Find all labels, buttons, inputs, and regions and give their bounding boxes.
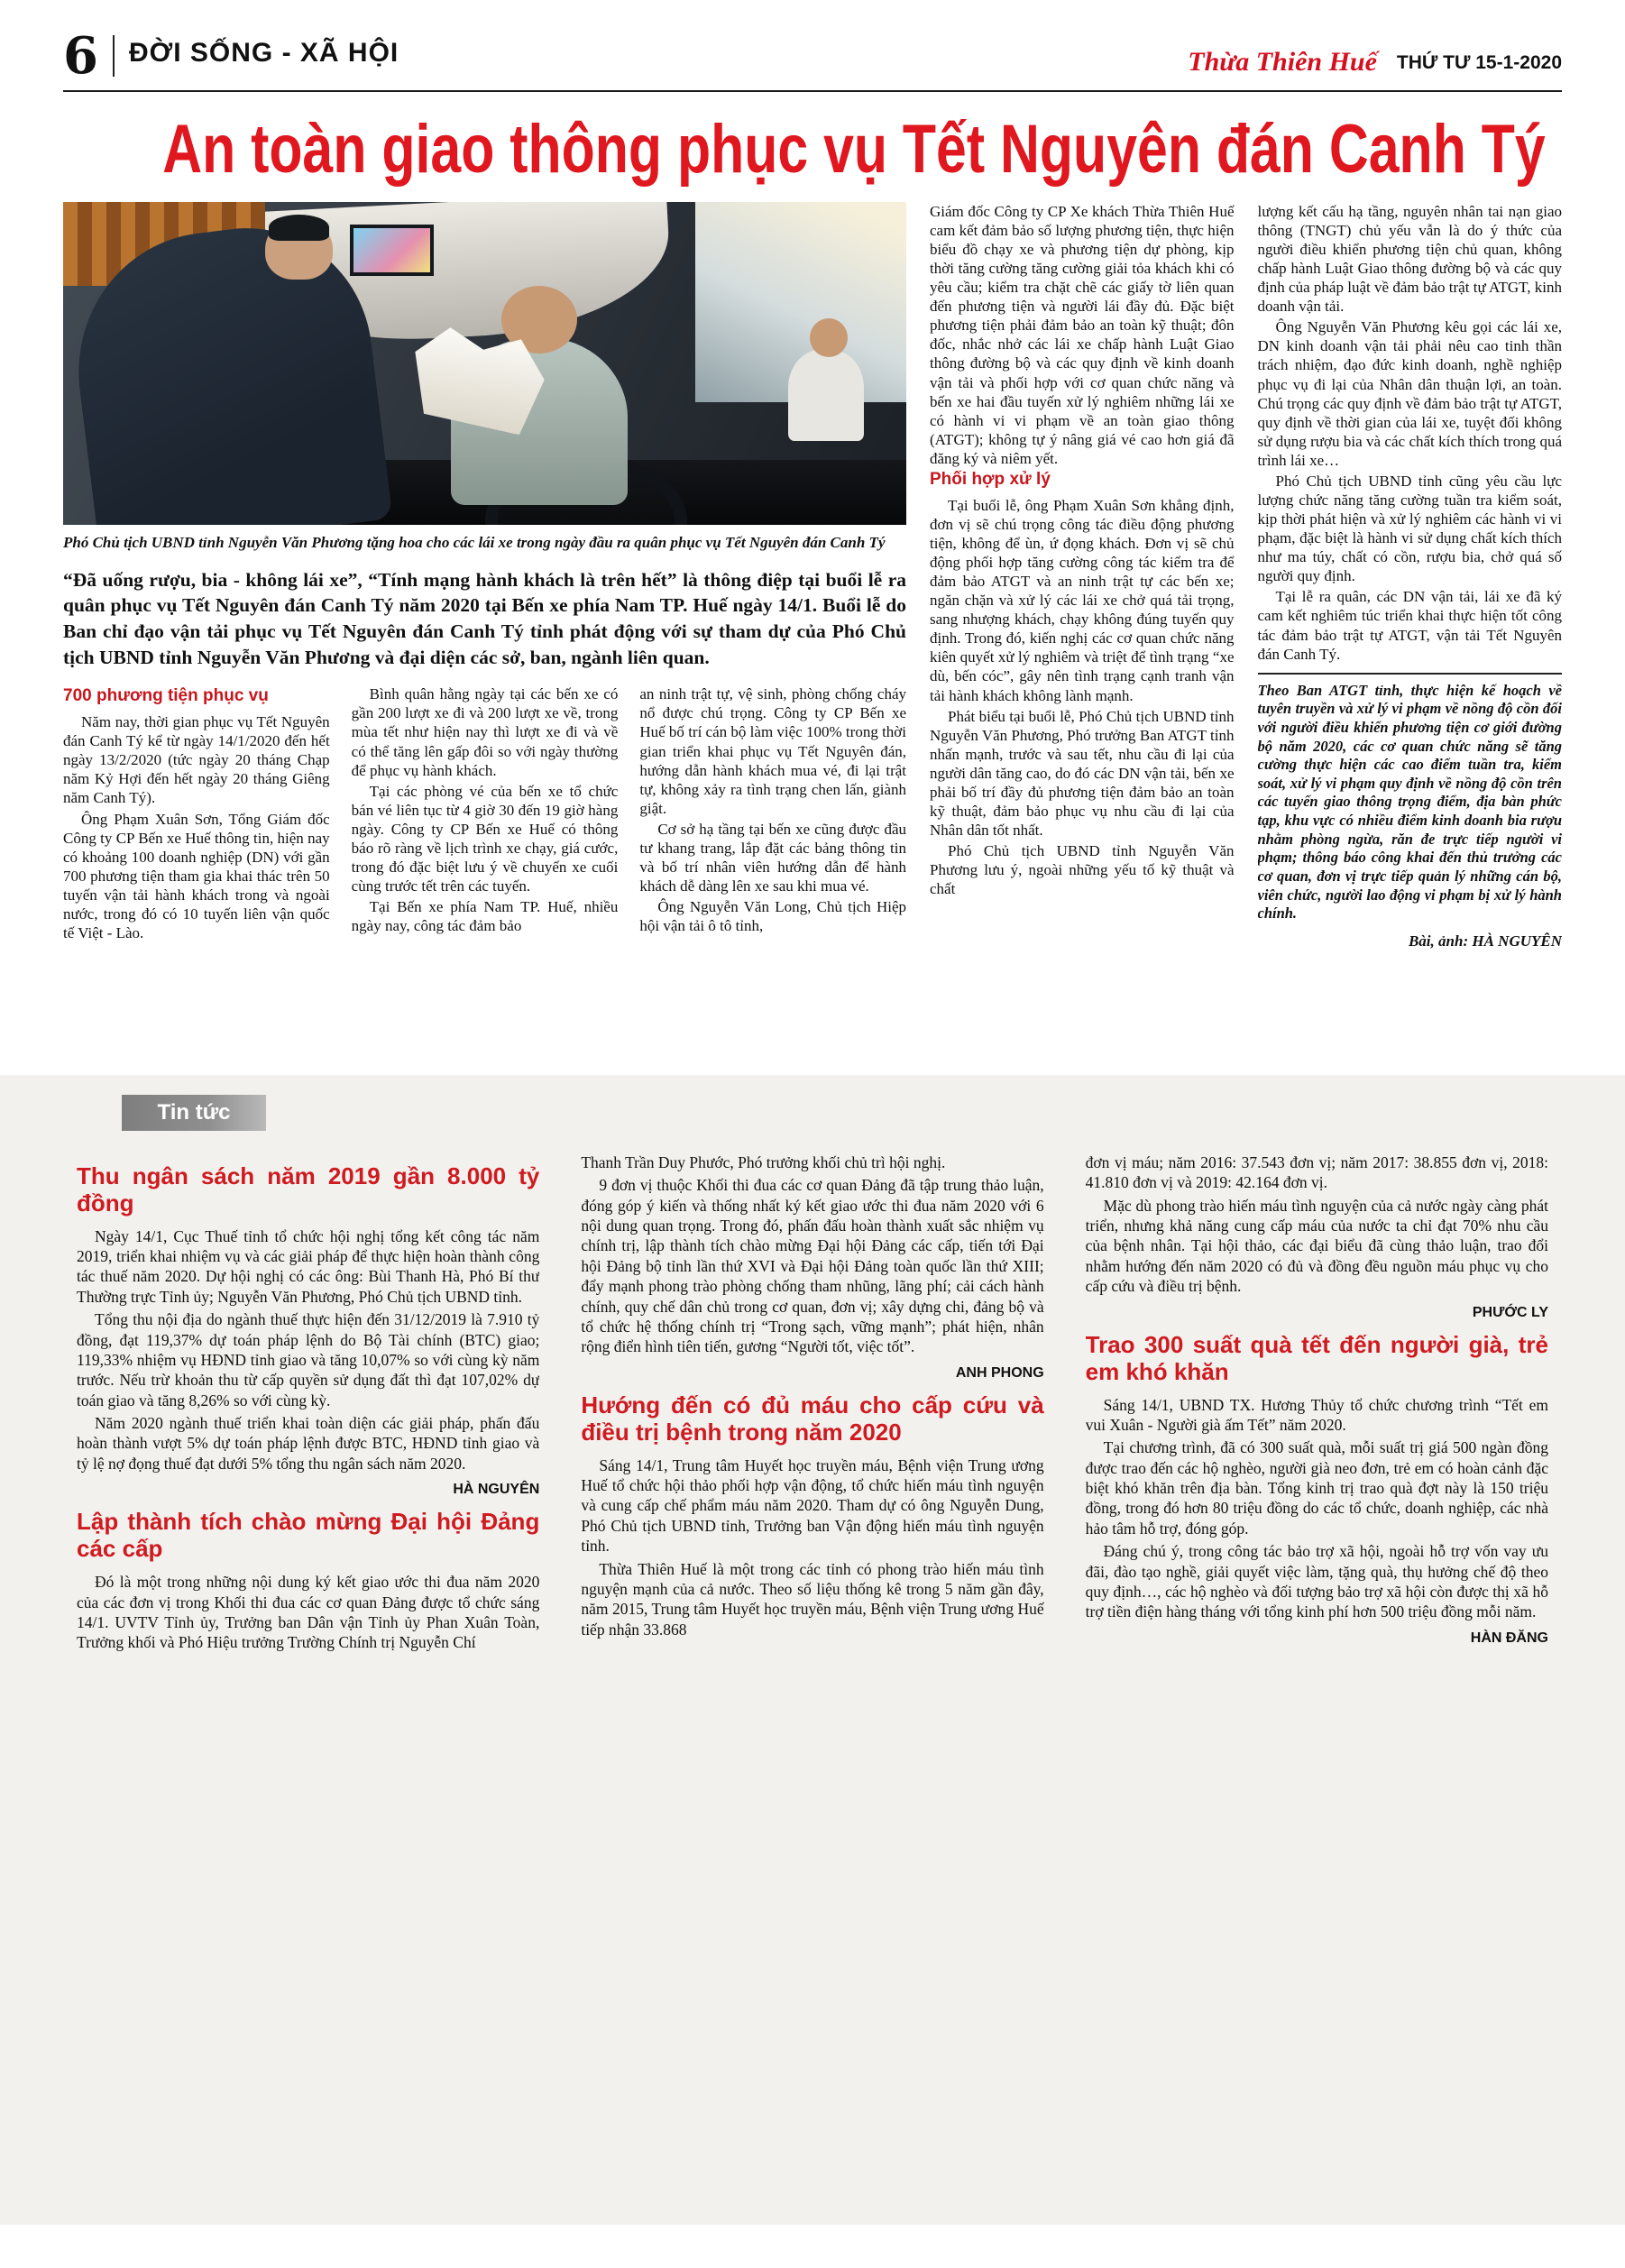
paragraph: Giám đốc Công ty CP Xe khách Thừa Thiên Huế cam kết đảm bảo số lượng phương tiện, thực hiện biểu đồ chạy xe và phương tiện dự phòng, kịp thời tăng cường tăng cường giải tỏa khách khi có yêu cầu; kiểm tra chặt chẽ các giấy tờ liên quan đến phương tiện và người lái đầy đủ. Đặc biệt phương tiện phải đảm bảo an toàn kỹ thuật; đôn đốc, nhắc nhở các lái xe chấp hành Luật Giao thông đường bộ và các quy định về kinh doanh vận tải và phối hợp với cơ quan chức năng và bến xe hai đầu tuyến xử lý nghiêm những lái xe có hành vi vi phạm về an toàn giao thông (ATGT); không tự ý nâng giá vé cao hơn giá đã đăng ký và niêm yết. (930, 202, 1235, 467)
paragraph: đơn vị máu; năm 2016: 37.543 đơn vị; năm 2017: 38.855 đơn vị, 2018: 41.810 đơn vị và 2019: 42.164 đơn vị. (1085, 1152, 1548, 1192)
paragraph: Tại Bến xe phía Nam TP. Huế, nhiều ngày nay, công tác đảm bảo (351, 898, 619, 935)
news-title-tet-gifts: Trao 300 suất quà tết đến người già, trẻ em khó khăn (1085, 1330, 1548, 1385)
paragraph: Tại buổi lễ, ông Phạm Xuân Sơn khẳng định, đơn vị sẽ chú trọng công tác điều động phương tiện, không để ùn, ứ đọng khách. Đơn vị sẽ chủ động phối hợp tăng cường công tác kiểm tra để đảm bảo ATGT và an ninh trật tự các bến xe; ngăn chặn và xử lý các lái xe chở quá tải trọng, sang nhượng khách, chạy không đúng tuyến quy định. Trong đó, kiến nghị các cơ quan chức năng kiên quyết xử lý nghiêm và triệt để tình trạng “xe dù, bến cóc”, gây nên tình trạng cạnh tranh vận tải hành khách không lành mạnh. (930, 496, 1235, 704)
article-lower-columns (63, 684, 906, 944)
column-1-text (63, 712, 330, 942)
paragraph: Mặc dù phong trào hiến máu tình nguyện của cả nước ngày càng phát triển, nhưng khả năng cung cấp máu của nước ta chỉ đạt 70% nhu cầu của bệnh nhân. Tại hội thảo, các đại biểu đã cùng thảo luận, trao đổi nhằm hướng đến năm 2020 có đủ và đồng đều nguồn máu phục vụ cho cấp cứu và điều trị bệnh. (1085, 1196, 1548, 1296)
article-subhead-2: Phối hợp xử lý (930, 469, 1051, 489)
news-tet-gifts-text (1086, 1395, 1548, 1622)
column-4-top-text (930, 202, 1235, 468)
paragraph: Tại các phòng vé của bến xe tổ chức bán vé liên tục từ 4 giờ 30 đến 19 giờ hàng ngày. Công ty CP Bến xe Huế có thông báo rõ ràng về lịch trình xe chạy, giá cước, trong đó đặc biệt lưu ý về chuyến xe cuối cùng trước tết trên các tuyến. (351, 782, 619, 895)
news-party-congress-text (77, 1572, 539, 1653)
column-4-bottom-text (930, 496, 1235, 899)
header-left (63, 26, 399, 86)
news-column-c (1086, 1152, 1548, 1656)
paragraph: Ông Nguyễn Văn Phương kêu gọi các lái xe, DN kinh doanh vận tải phải nêu cao tinh thần trách nhiệm, đạo đức kinh doanh, nghề nghiệp phục vụ đi lại của Nhân dân thuận lợi, an toàn. Chú trọng các quy định về đảm bảo trật tự ATGT, quy định về thời gian của lái xe, tuyệt đối không sử dụng rượu bia và các chất kích thích trong quá trình lái xe… (1257, 318, 1562, 469)
news-byline-phuoc-ly: PHƯỚC LY (1472, 1304, 1548, 1320)
paragraph: Cơ sở hạ tầng tại bến xe cũng được đầu tư khang trang, lắp đặt các bảng thông tin và bố trí nhân viên hướng dẫn để hành khách dễ dàng lên xe sau khi mua vé. (639, 820, 907, 895)
paragraph: Sáng 14/1, UBND TX. Hương Thủy tổ chức chương trình “Tết em vui Xuân - Người già ấm Tết” năm 2020. (1085, 1395, 1548, 1434)
section-title: ĐỜI SỐNG - XÃ HỘI (128, 38, 399, 68)
paragraph: Sáng 14/1, Trung tâm Huyết học truyền máu, Bệnh viện Trung ương Huế tổ chức hội thảo phối hợp vận động, tổ chức hiến máu tình nguyện và cung cấp chế phẩm máu năm 2020. Tham dự có ông Nguyễn Dung, Phó Chủ tịch UBND tỉnh, Trưởng ban Vận động hiến máu tình nguyện tỉnh. (581, 1455, 1044, 1556)
news-blood-donation-continued (1086, 1152, 1548, 1297)
paragraph: an ninh trật tự, vệ sinh, phòng chống cháy nổ được chú trọng. Công ty CP Bến xe Huế bố trí cán bộ làm việc 100% trong thời gian triển khai phục vụ Tết Nguyên đán, hướng dẫn hành khách mua vé, đi lại trật tự, không xảy ra tình trạng chen lấn, giành giật. (639, 685, 907, 817)
paragraph: Tổng thu nội địa do ngành thuế thực hiện đến 31/12/2019 là 7.910 tỷ đồng, đạt 119,37% dự toán pháp lệnh do Bộ Tài chính (BTC) giao; 119,33% nhiệm vụ HĐND tỉnh giao và tăng 10,07% so với cùng kỳ năm trước. Nếu trừ khoản thu từ cấp quyền sử dụng đất thì đạt 107,02% dự toán giao và tăng 8,26% so với cùng kỳ. (77, 1310, 540, 1409)
paragraph: Đó là một trong những nội dung ký kết giao ước thi đua năm 2020 của các đơn vị trong Khối thi đua các cơ quan Đảng được tổ chức sáng 14/1. UVTV Tỉnh ủy, Trưởng ban Dân vận Tỉnh ủy Phan Xuân Toàn, Trưởng khối và Phó Hiệu trưởng Trường Chính trị Nguyễn Chí (77, 1573, 540, 1652)
paragraph: Phó Chủ tịch UBND tỉnh Nguyễn Văn Phương lưu ý, ngoài những yếu tố kỹ thuật và chất (930, 842, 1235, 898)
news-blood-donation-text (581, 1455, 1043, 1640)
paragraph: Tại chương trình, đã có 300 suất quà, mỗi suất trị giá 500 ngàn đồng được trao đến các hộ nghèo, người già neo đơn, trẻ em có hoàn cảnh đặc biệt khó khăn trên địa bàn. Tổng kinh trị trao quà đợt này là 150 triệu đồng, trong đó hơn 80 triệu đồng do các tổ chức, doanh nghiệp, các nhà hảo tâm hỗ trợ, đóng góp. (1085, 1438, 1548, 1538)
news-section-label: Tin tức (122, 1095, 266, 1131)
photo-attendant-figure (788, 350, 864, 440)
column-2-text (352, 684, 619, 935)
article-left-zone (63, 202, 906, 1061)
article-note-box: Theo Ban ATGT tỉnh, thực hiện kế hoạch về tuyên truyền và xử lý vi phạm về nồng độ cồn đối với người điều khiển phương tiện cơ giới đường bộ năm 2020, các cơ quan chức năng sẽ tăng cường thực hiện các cao điểm tuần tra, kiểm soát, xử lý vi phạm quy định về nồng độ cồn trên các tuyến giao thông trọng điểm, địa bàn phức tạp, khu vực có nhiều điểm kinh doanh bia rượu nhằm phòng ngừa, răn đe trực tiếp người vi phạm; thông báo công khai đến thủ trưởng các cơ quan, đơn vị trực tiếp quản lý những cán bộ, viên chức, người lao động vi phạm bị xử lý hành chính. (1258, 673, 1563, 923)
paragraph: 9 đơn vị thuộc Khối thi đua các cơ quan Đảng đã tập trung thảo luận, đóng góp ý kiến và thống nhất ký kết giao ước thi đua năm 2020 với 6 nội dung quan trọng. Trong đó, phấn đấu hoàn thành xuất sắc nhiệm vụ chính trị, lập thành tích chào mừng Đại hội Đảng các cấp, tiến tới Đại hội Đảng bộ tỉnh lần thứ XVI và Đại hội Đảng toàn quốc lần thứ XIII; đẩy mạnh phong trào phòng chống tham nhũng, lãng phí; cải cách hành chính, quy chế dân chủ trong cơ quan, đơn vị; xây dựng chi, đảng bộ và tổ chức hệ thống chính trị “Trong sạch, vững mạnh”; phát hiện, nhân rộng điển hình tiên tiến, gương “Người tốt, việc tốt”. (581, 1176, 1044, 1356)
paragraph: Phát biểu tại buổi lễ, Phó Chủ tịch UBND tỉnh Nguyễn Văn Phương, Phó trưởng Ban ATGT tỉnh nhấn mạnh, trước và sau tết, nhu cầu đi lại của người dân tăng cao, do đó các DN vận tải, bến xe phải bố trí đầy đủ phương tiện đảm bảo an toàn kỹ thuật, đảm bảo phục vụ nhu cầu đi lại của Nhân dân tốt nhất. (930, 707, 1235, 840)
article-photo (63, 202, 906, 525)
article-column-4 (930, 202, 1235, 1061)
paragraph: Thanh Trần Duy Phước, Phó trưởng khối chủ trì hội nghị. (581, 1152, 946, 1171)
header-divider (113, 35, 115, 77)
main-article (63, 202, 1562, 1061)
news-party-congress-continued (581, 1152, 1043, 1357)
news-byline-ha-nguyen: HÀ NGUYÊN (453, 1482, 540, 1498)
article-subhead-1: 700 phương tiện phục vụ (63, 686, 269, 706)
paragraph: Năm nay, thời gian phục vụ Tết Nguyên đán Canh Tý kể từ ngày 14/1/2020 đến hết ngày 13/2/2020 (tức ngày 20 tháng Chạp năm Kỷ Hợi đến hết ngày 20 tháng Giêng năm Canh Tý). (63, 713, 330, 807)
news-byline-han-dang: HÀN ĐĂNG (1470, 1630, 1548, 1646)
paragraph: Năm 2020 ngành thuế triển khai toàn diện các giải pháp, phấn đấu hoàn thành vượt 5% dự toán pháp lệnh được BTC, HĐND tỉnh giao và tỷ lệ nợ đọng thuế đạt dưới 5% tổng thu ngân sách năm 2020. (77, 1414, 540, 1473)
article-column-3 (639, 684, 906, 944)
article-intro: “Đã uống rượu, bia - không lái xe”, “Tính mạng hành khách là trên hết” là thông điệp tại buổi lễ ra quân phục vụ Tết Nguyên đán Canh Tý năm 2020 tại Bến xe phía Nam TP. Huế ngày 14/1. Buổi lễ do Ban chỉ đạo vận tải phục vụ Tết Nguyên đán Canh Tý tỉnh phát động với sự tham dự của Phó Chủ tịch UBND tỉnh Nguyễn Văn Phương và đại diện các sở, ban, ngành liên quan. (63, 568, 906, 668)
news-byline-anh-phong: ANH PHONG (955, 1364, 1044, 1381)
article-column-5 (1258, 202, 1563, 1061)
page-header (63, 26, 1562, 92)
news-column-b (581, 1152, 1043, 1656)
paragraph: Ông Nguyễn Văn Long, Chủ tịch Hiệp hội vận tải ô tô tỉnh, (639, 898, 907, 935)
main-headline: An toàn giao thông phục vụ Tết Nguyên đán Canh Tý (162, 111, 1546, 188)
newspaper-page (0, 26, 1625, 2225)
article-column-2 (352, 684, 619, 944)
paragraph: lượng kết cấu hạ tầng, nguyên nhân tai nạn giao thông (TNGT) chủ yếu vẫn là do ý thức của người điều khiển phương tiện chủ quan, không chấp hành Luật Giao thông đường bộ và các quy định của pháp luật về đảm bảo trật tự ATGT, kinh doanh vận tải. (1257, 202, 1562, 316)
paragraph: Phó Chủ tịch UBND tỉnh cũng yêu cầu lực lượng chức năng tăng cường tuần tra kiểm soát, kịp thời phát hiện và xử lý nghiêm các hành vi vi phạm, đặc biệt là hành vi sử dụng chất kích thích như ma túy, chất có cồn, rượu bia, chở quá số người quy định. (1257, 472, 1562, 585)
news-columns (77, 1152, 1548, 1656)
issue-date: THỨ TƯ 15-1-2020 (1396, 51, 1562, 73)
news-title-party-congress: Lập thành tích chào mừng Đại hội Đảng các cấp (77, 1508, 540, 1563)
paragraph: Ngày 14/1, Cục Thuế tỉnh tổ chức hội nghị tổng kết công tác năm 2019, triển khai nhiệm vụ và các giải pháp để thực hiện hoàn thành công tác thuế năm 2020. Dự hội nghị có các ông: Bùi Thanh Hà, Phó Bí thư Thường trực Tỉnh ủy; Nguyễn Văn Phương, Phó Chủ tịch UBND tỉnh. (77, 1226, 540, 1306)
column-5-text (1258, 202, 1563, 664)
news-section (0, 1075, 1625, 2225)
photo-caption: Phó Chủ tịch UBND tỉnh Nguyễn Văn Phương tặng hoa cho các lái xe trong ngày đầu ra quân phục vụ Tết Nguyên đán Canh Tý (63, 533, 886, 551)
paragraph: Thừa Thiên Huế là một trong các tỉnh có phong trào hiến máu tình nguyện mạnh của cả nước. Theo số liệu thống kê trong 5 năm gần đây, năm 2015, Trung tâm Huyết học truyền máu, Bệnh viện Trung ương Huế tiếp nhận 33.868 (581, 1559, 1044, 1639)
news-title-blood-donation: Hướng đến có đủ máu cho cấp cứu và điều trị bệnh trong năm 2020 (581, 1391, 1044, 1446)
masthead-logo: Thừa Thiên Huế (1188, 47, 1377, 77)
photo-attendant-head (810, 318, 848, 357)
paragraph: Bình quân hằng ngày tại các bến xe có gần 200 lượt xe đi và 200 lượt xe về, trong mùa tết như hiện nay thì lượt xe đi và về có thể tăng lên gấp đôi so với ngày thường để phục vụ hành khách. (351, 685, 619, 779)
paragraph: Tại lễ ra quân, các DN vận tải, lái xe đã ký cam kết nghiêm túc triển khai thực hiện tốt công tác đảm bảo trật tự ATGT, vận tải Tết Nguyên đán Canh Tý. (1257, 588, 1562, 663)
article-byline: Bài, ảnh: HÀ NGUYÊN (1408, 932, 1562, 950)
photo-bus-monitor (350, 225, 435, 276)
article-column-1 (63, 684, 330, 944)
photo-official-hair (269, 215, 329, 241)
news-tax-revenue-text (77, 1226, 539, 1474)
paragraph: Đáng chú ý, trong công tác bảo trợ xã hội, ngoài hỗ trợ vốn vay ưu đãi, đào tạo nghề, giải quyết việc làm, tặng quà, thụ hưởng chế độ theo quy định…, các hộ nghèo và đối tượng bảo trợ xã hội còn được thị xã hỗ trợ tiền điện hàng tháng với tổng kinh phí hơn 500 triệu đồng mỗi năm. (1085, 1542, 1548, 1621)
header-right (1188, 49, 1562, 81)
news-title-tax-revenue: Thu ngân sách năm 2019 gần 8.000 tỷ đồng (77, 1162, 540, 1217)
paragraph: Ông Phạm Xuân Sơn, Tổng Giám đốc Công ty CP Bến xe Huế thông tin, hiện nay có khoảng 100 doanh nghiệp (DN) với gần 700 phương tiện tham gia khai thác trên 50 tuyến vận tải hành khách trong và ngoài nước, trong đó có 10 tuyến liên vận quốc tế Việt - Lào. (63, 810, 330, 941)
news-column-a (77, 1152, 539, 1656)
column-3-text (639, 684, 906, 935)
page-number: 6 (63, 26, 98, 86)
